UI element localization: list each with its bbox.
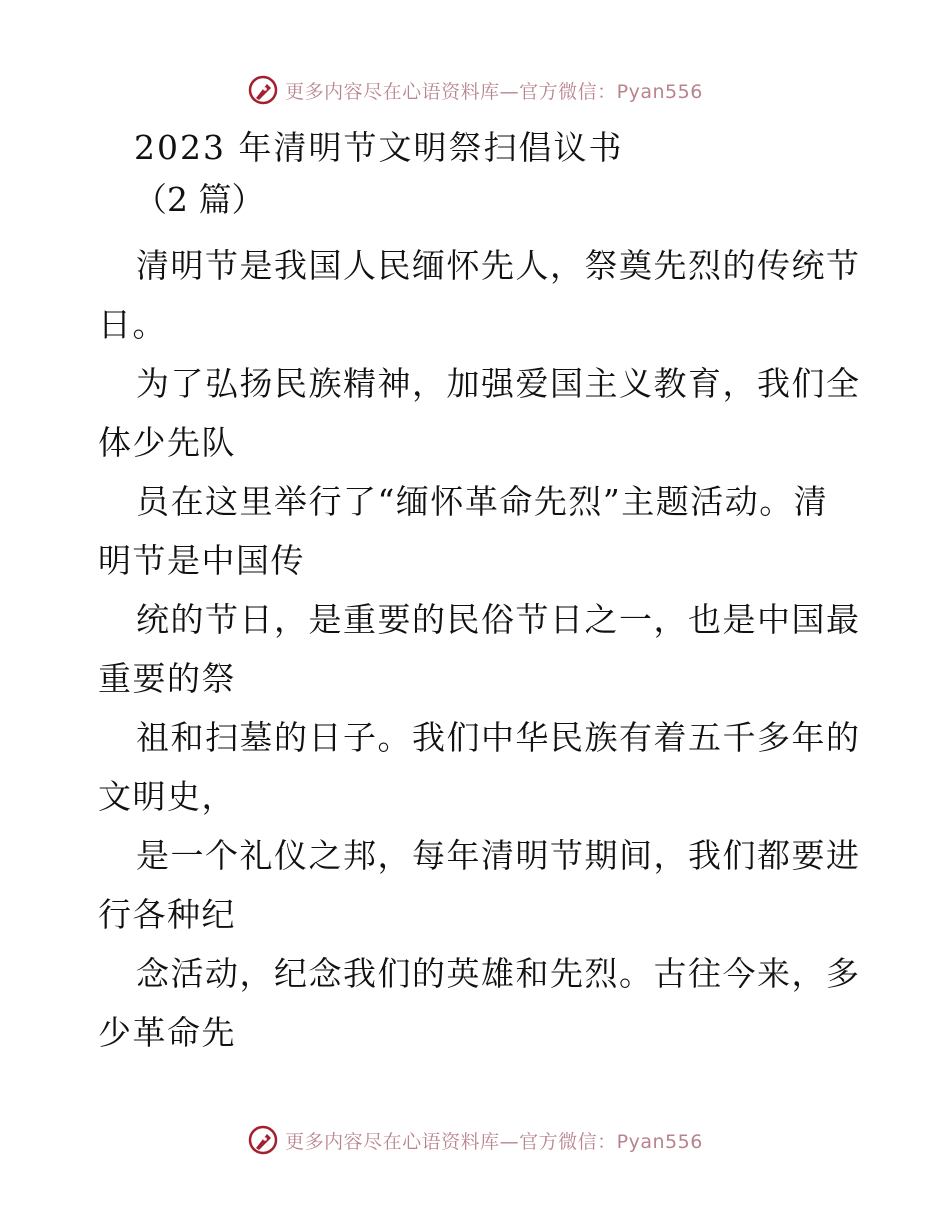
paragraph: 为了弘扬民族精神，加强爱国主义教育，我们全 体少先队	[98, 364, 861, 462]
watermark-text: 更多内容尽在心语资料库—官方微信：Pyan556	[285, 80, 703, 103]
header-watermark	[0, 70, 950, 110]
watermark-text: 更多内容尽在心语资料库—官方微信：Pyan556	[285, 1130, 703, 1153]
document-body	[98, 122, 868, 1062]
pen-nib-logo-icon	[247, 1124, 279, 1156]
paragraph: 念活动，纪念我们的英雄和先烈。古往今来，多 少革命先	[98, 954, 861, 1052]
paragraph: 祖和扫墓的日子。我们中华民族有着五千多年的 文明史，	[98, 718, 861, 816]
document-subtitle: （2 篇）	[134, 180, 265, 219]
paragraph: 统的节日，是重要的民俗节日之一，也是中国最 重要的祭	[98, 600, 861, 698]
pen-nib-logo-icon	[247, 74, 279, 106]
paragraph: 员在这里举行了“缅怀革命先烈”主题活动。清 明节是中国传	[98, 482, 829, 580]
paragraph: 清明节是我国人民缅怀先人，祭奠先烈的传统节 日。	[98, 246, 861, 344]
paragraph: 是一个礼仪之邦，每年清明节期间，我们都要进 行各种纪	[98, 836, 861, 934]
footer-watermark	[0, 1120, 950, 1160]
document-title: 2023 年清明节文明祭扫倡议书	[134, 128, 624, 167]
